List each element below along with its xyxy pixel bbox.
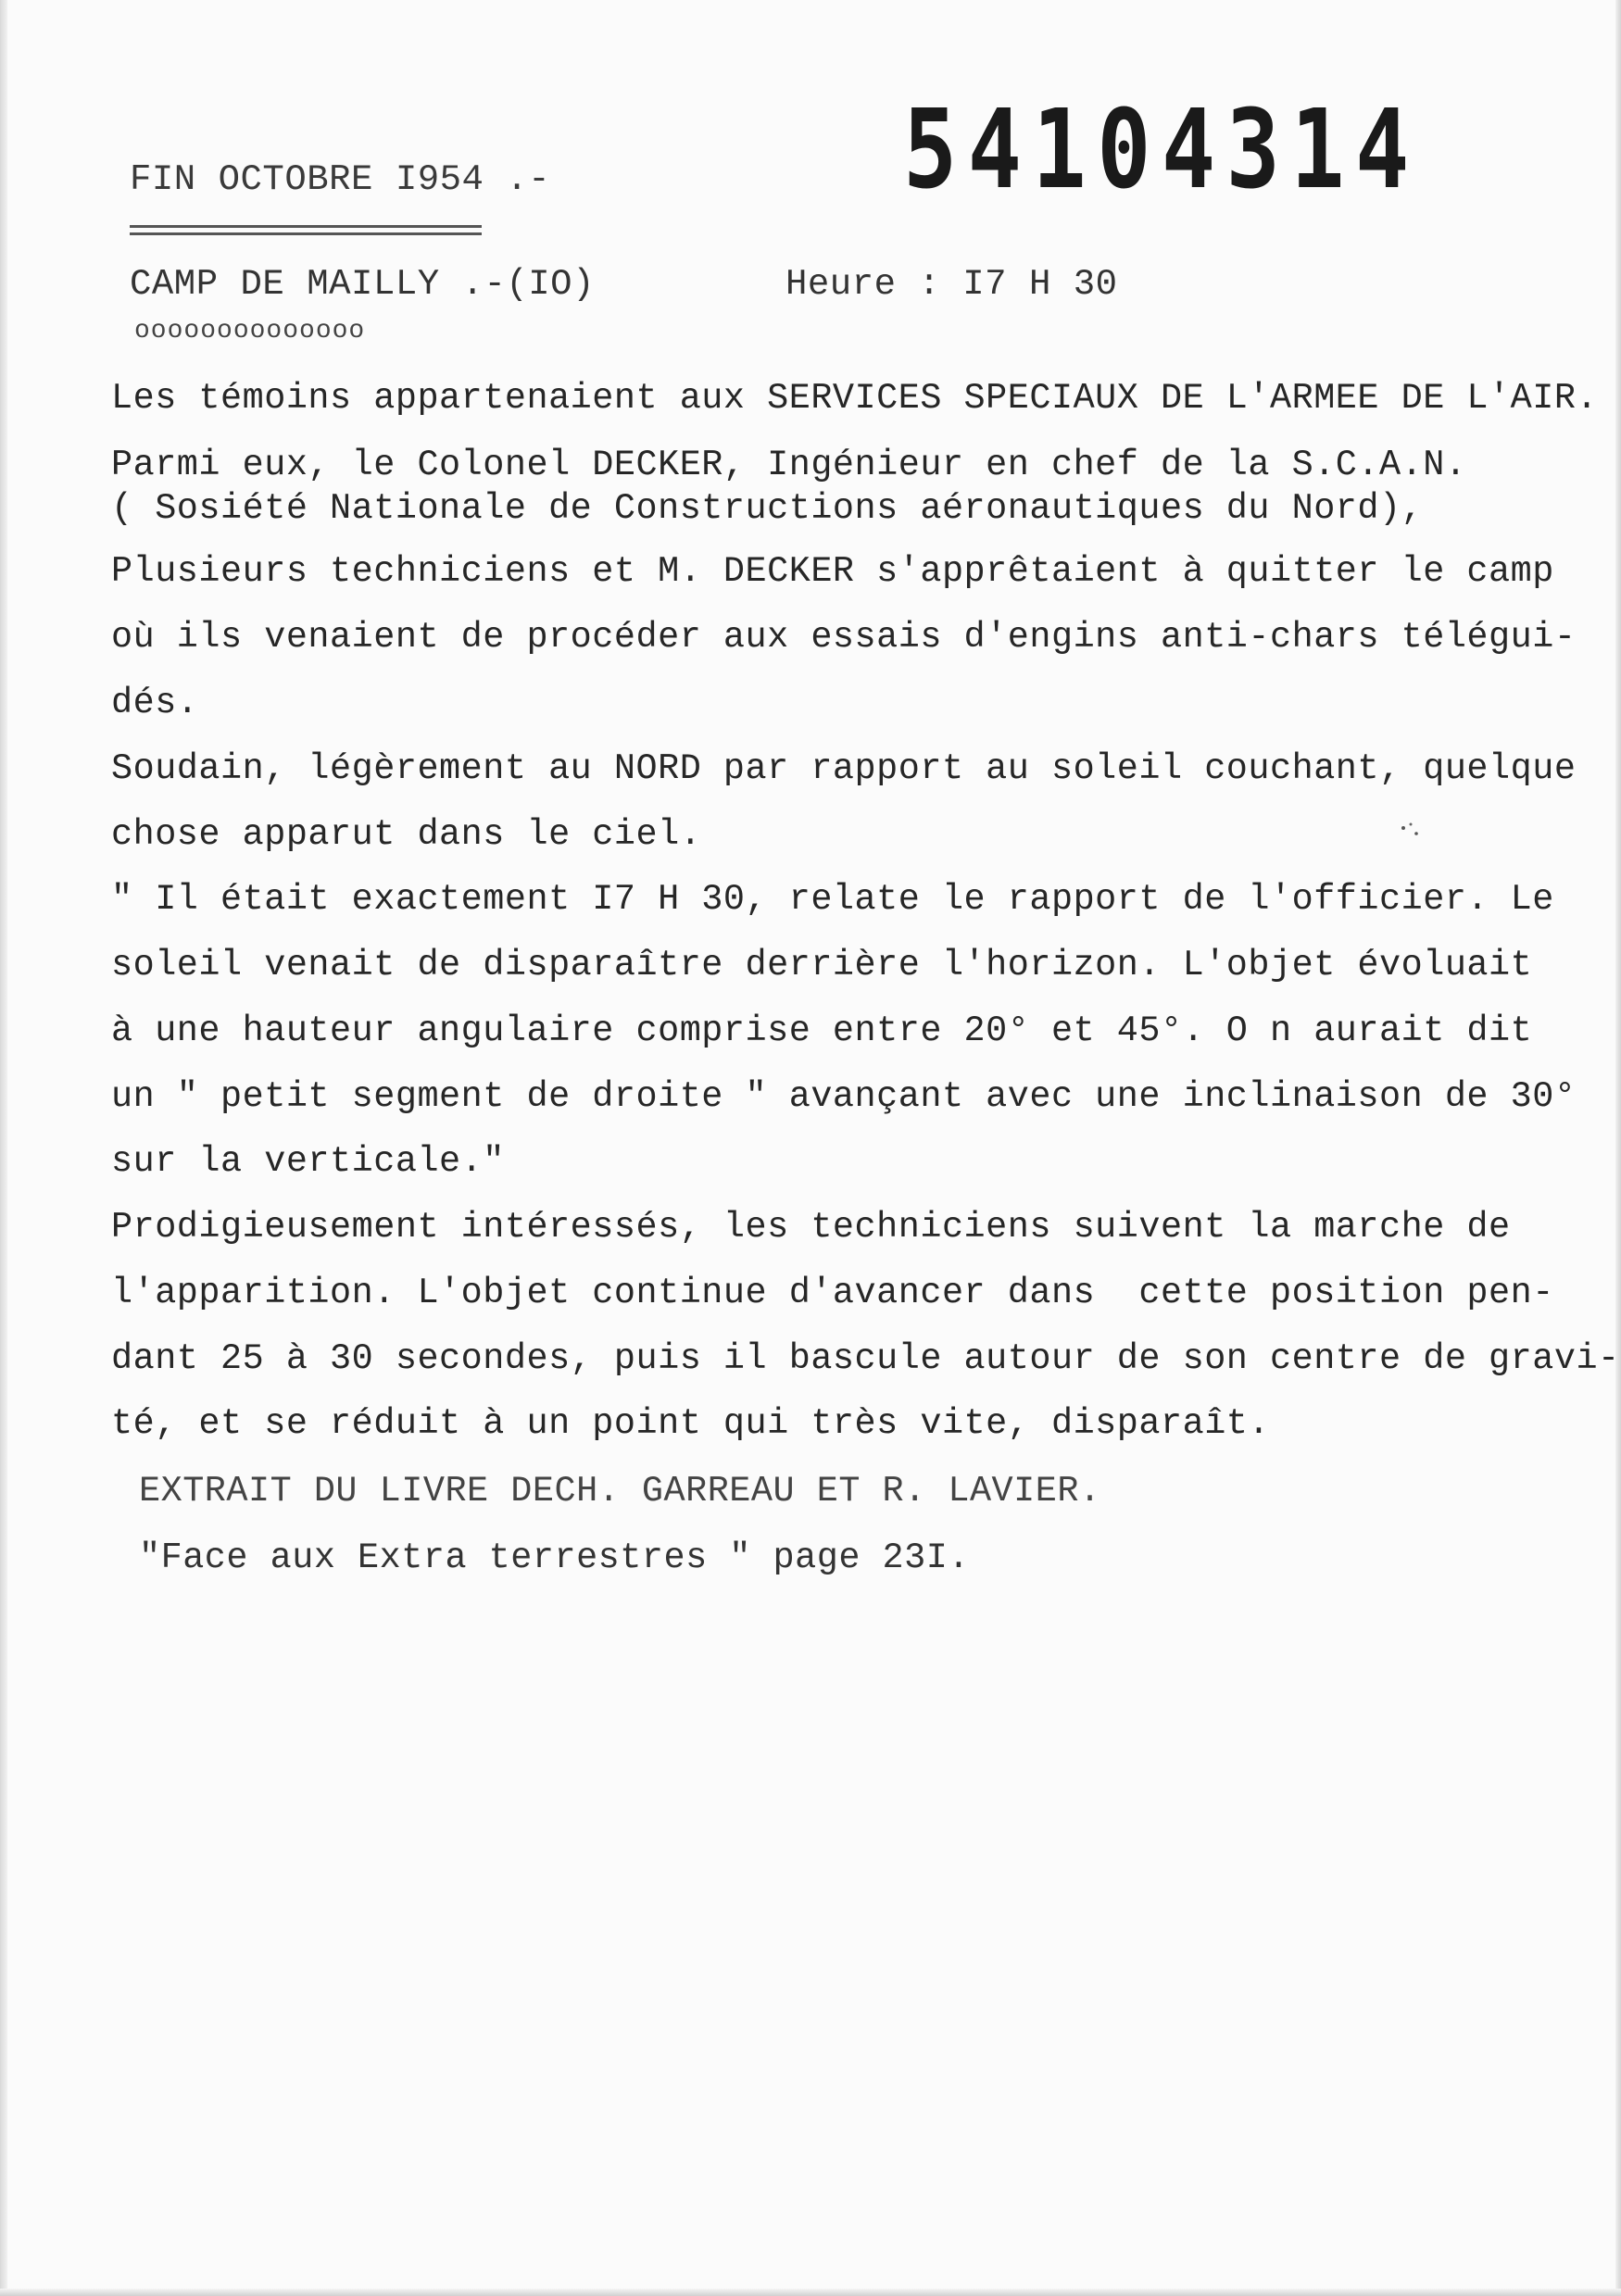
body-line: dant 25 à 30 secondes, puis il bascule autour de son centre de gravi- [111, 1338, 1620, 1379]
date-underline-top [130, 225, 482, 228]
page-edge-right [1615, 0, 1621, 2296]
body-line: Parmi eux, le Colonel DECKER, Ingénieur en chef de la S.C.A.N. [111, 445, 1467, 485]
body-line: où ils venaient de procéder aux essais d'engins anti-chars télégui- [111, 617, 1577, 658]
time-heading: Heure : I7 H 30 [785, 264, 1118, 305]
body-line: Prodigieusement intéressés, les techniciens suivent la marche de [111, 1207, 1511, 1248]
body-line: à une hauteur angulaire comprise entre 20° et 45°. O n aurait dit [111, 1010, 1533, 1051]
body-line: sur la verticale." [111, 1141, 505, 1182]
page-edge-bottom [0, 2289, 1621, 2296]
date-heading: FIN OCTOBRE I954 .- [130, 159, 551, 200]
body-line: dés. [111, 683, 199, 723]
page-edge-left [0, 0, 7, 2296]
place-heading: CAMP DE MAILLY .-(IO) [130, 264, 595, 305]
body-line: Les témoins appartenaient aux SERVICES SPECIAUX DE L'ARMEE DE L'AIR. [111, 378, 1599, 419]
reference-number: 54104314 [903, 85, 1420, 213]
date-underline-bottom [130, 232, 482, 235]
body-line: soleil venait de disparaître derrière l'horizon. L'objet évoluait [111, 945, 1533, 985]
body-line: té, et se réduit à un point qui très vite, disparaît. [111, 1403, 1270, 1444]
body-line: ( Sosiété Nationale de Constructions aéronautiques du Nord), [111, 488, 1424, 529]
source-line: EXTRAIT DU LIVRE DECH. GARREAU ET R. LAVIER. [139, 1471, 1101, 1512]
place-underline: oooooooooooooo [134, 317, 366, 345]
body-line: l'apparition. L'objet continue d'avancer dans cette position pen- [111, 1273, 1554, 1313]
body-line: Soudain, légèrement au NORD par rapport au soleil couchant, quelque [111, 748, 1577, 789]
body-line: Plusieurs techniciens et M. DECKER s'apprêtaient à quitter le camp [111, 551, 1554, 592]
body-line: un " petit segment de droite " avançant avec une inclinaison de 30° [111, 1076, 1577, 1117]
body-line: chose apparut dans le ciel. [111, 814, 702, 855]
body-line: " Il était exactement I7 H 30, relate le rapport de l'officier. Le [111, 879, 1554, 920]
source-title: "Face aux Extra terrestres " page 23I. [139, 1537, 970, 1578]
ink-specks [1394, 808, 1431, 845]
